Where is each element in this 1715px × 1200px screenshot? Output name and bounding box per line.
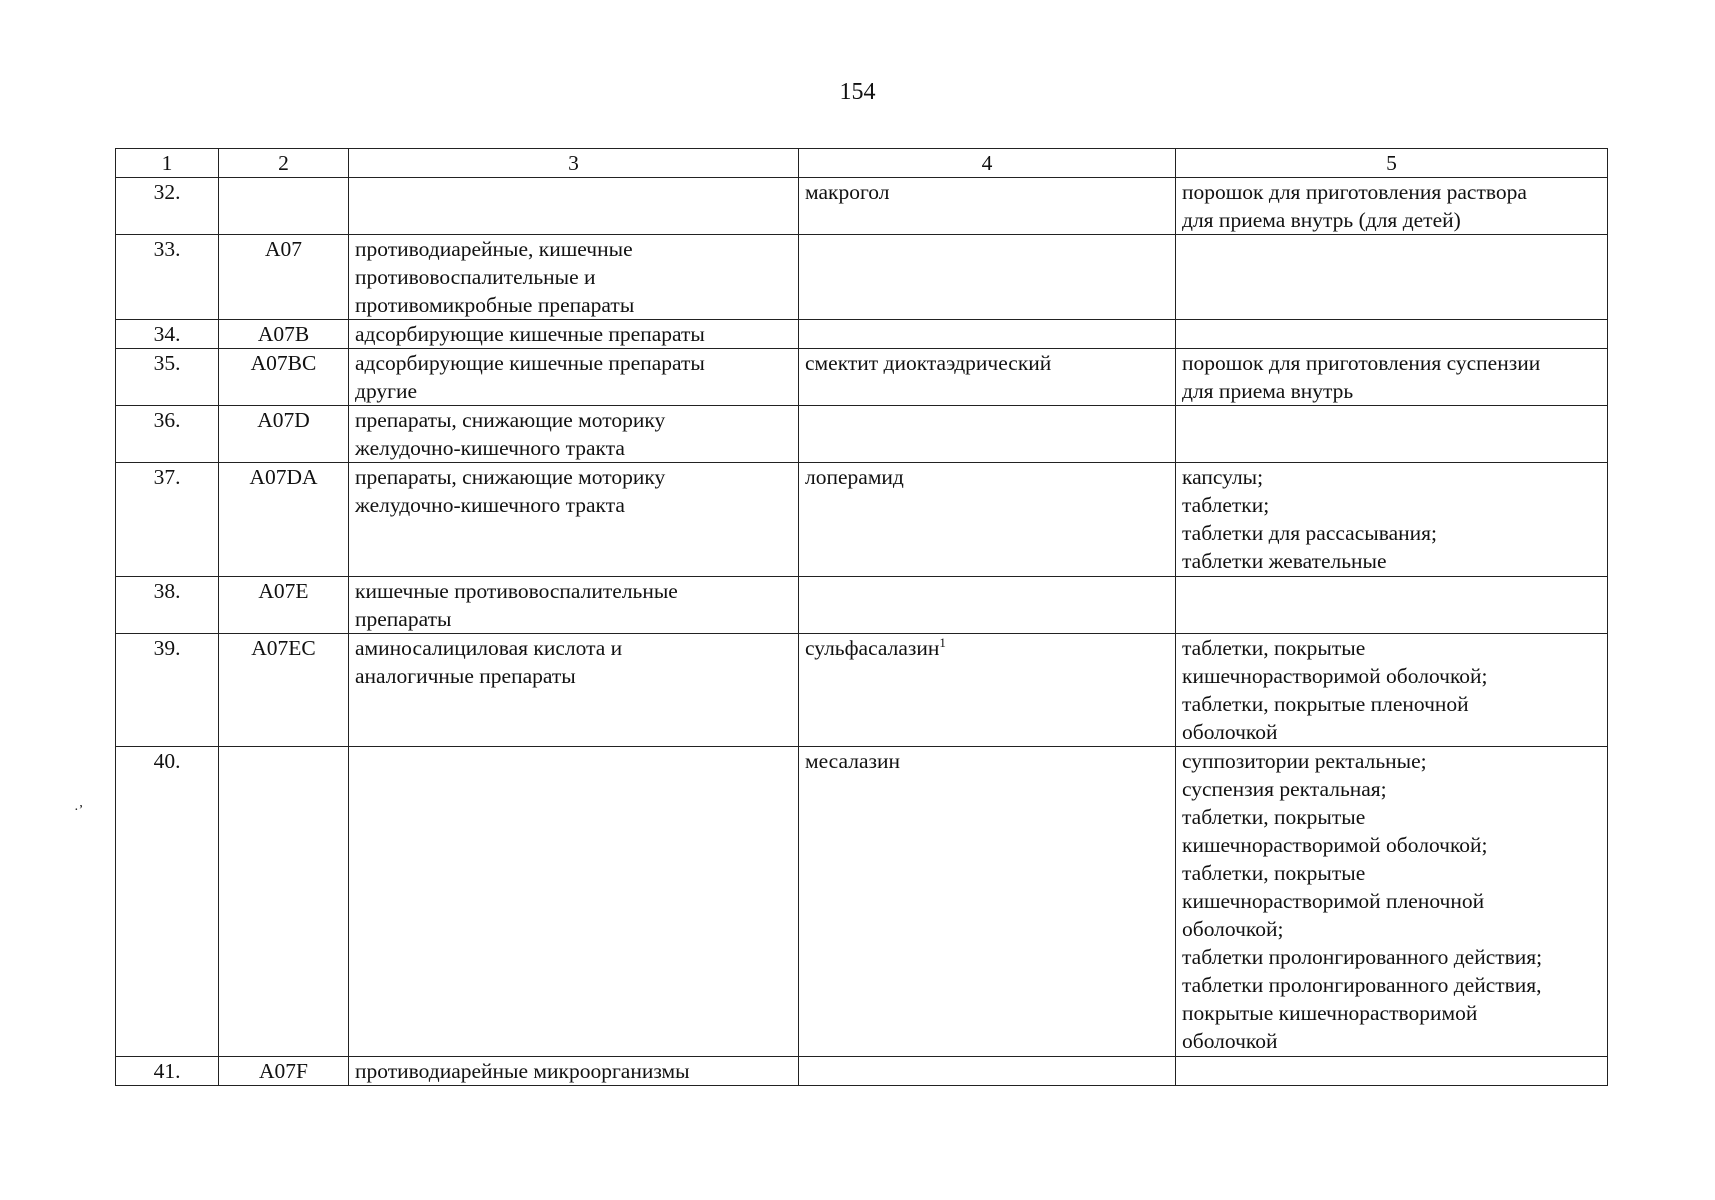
atc-code: A07 (219, 235, 349, 320)
atc-code: A07BC (219, 349, 349, 406)
atc-code (219, 178, 349, 235)
dosage-forms: таблетки, покрытые кишечнорастворимой оболочкой; таблетки, покрытые пленочной оболочкой (1176, 634, 1608, 747)
dosage-forms (1176, 320, 1608, 349)
header-col-1: 1 (116, 149, 219, 178)
atc-code: A07EC (219, 634, 349, 747)
drug-name: месалазин (799, 747, 1176, 1057)
dosage-forms (1176, 1057, 1608, 1086)
group-name: адсорбирующие кишечные препараты (349, 320, 799, 349)
footnote-marker: 1 (939, 634, 946, 650)
drug-name: смектит диоктаэдрический (799, 349, 1176, 406)
atc-code: A07E (219, 577, 349, 634)
row-number: 35. (116, 349, 219, 406)
dosage-forms: порошок для приготовления раствора для приема внутрь (для детей) (1176, 178, 1608, 235)
row-number: 33. (116, 235, 219, 320)
atc-code (219, 747, 349, 1057)
table-row (116, 747, 1608, 1057)
drug-name: макрогол (799, 178, 1176, 235)
dosage-forms (1176, 406, 1608, 463)
group-name (349, 178, 799, 235)
atc-code: A07F (219, 1057, 349, 1086)
drug-name (799, 235, 1176, 320)
group-name: противодиарейные, кишечные противовоспалительные и противомикробные препараты (349, 235, 799, 320)
page-number: 154 (839, 79, 876, 105)
dosage-forms: капсулы; таблетки; таблетки для рассасывания; таблетки жевательные (1176, 463, 1608, 577)
drug-name (799, 634, 1176, 747)
table-row (116, 406, 1608, 463)
drug-name (799, 577, 1176, 634)
group-name: аминосалициловая кислота и аналогичные препараты (349, 634, 799, 747)
stray-mark: ·ʼ (74, 803, 84, 818)
table-row (116, 320, 1608, 349)
drug-name (799, 1057, 1176, 1086)
group-name: кишечные противовоспалительные препараты (349, 577, 799, 634)
drug-table (115, 148, 1608, 1086)
group-name: препараты, снижающие моторику желудочно-кишечного тракта (349, 406, 799, 463)
table-row (116, 634, 1608, 747)
header-col-5: 5 (1176, 149, 1608, 178)
atc-code: A07DA (219, 463, 349, 577)
atc-code: A07B (219, 320, 349, 349)
table-row (116, 463, 1608, 577)
dosage-forms: суппозитории ректальные; суспензия ректальная; таблетки, покрытые кишечнорастворимой оболочкой; таблетки, покрытые кишечнорастворимой пленочной оболочкой; таблетки пролонгированного действия; таблетки пролонгированного действия, покрытые кишечнорастворимой оболочкой (1176, 747, 1608, 1057)
drug-name: лоперамид (799, 463, 1176, 577)
drug-name (799, 406, 1176, 463)
dosage-forms (1176, 235, 1608, 320)
row-number: 40. (116, 747, 219, 1057)
row-number: 36. (116, 406, 219, 463)
group-name (349, 747, 799, 1057)
table-row (116, 577, 1608, 634)
drug-name-text: сульфасалазин (805, 636, 940, 660)
row-number: 34. (116, 320, 219, 349)
table-row (116, 349, 1608, 406)
table-row (116, 235, 1608, 320)
group-name: противодиарейные микроорганизмы (349, 1057, 799, 1086)
table-row (116, 1057, 1608, 1086)
header-col-2: 2 (219, 149, 349, 178)
dosage-forms: порошок для приготовления суспензии для приема внутрь (1176, 349, 1608, 406)
row-number: 32. (116, 178, 219, 235)
header-col-3: 3 (349, 149, 799, 178)
group-name: адсорбирующие кишечные препараты другие (349, 349, 799, 406)
row-number: 39. (116, 634, 219, 747)
header-col-4: 4 (799, 149, 1176, 178)
dosage-forms (1176, 577, 1608, 634)
row-number: 41. (116, 1057, 219, 1086)
group-name: препараты, снижающие моторику желудочно-кишечного тракта (349, 463, 799, 577)
drug-name (799, 320, 1176, 349)
table-header-row (116, 149, 1608, 178)
row-number: 38. (116, 577, 219, 634)
row-number: 37. (116, 463, 219, 577)
table-row (116, 178, 1608, 235)
atc-code: A07D (219, 406, 349, 463)
